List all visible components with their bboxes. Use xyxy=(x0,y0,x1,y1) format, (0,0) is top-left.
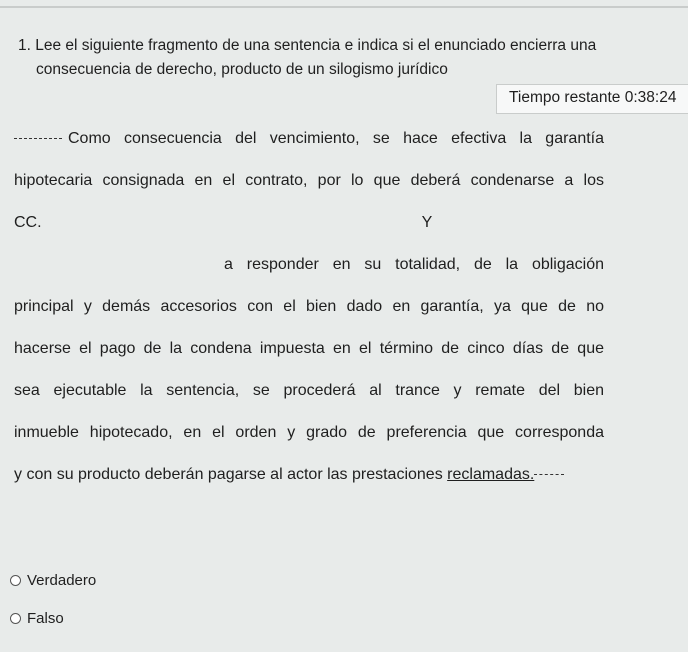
option-falso[interactable] xyxy=(10,608,96,628)
option-verdadero[interactable] xyxy=(10,570,96,590)
option-label: Falso xyxy=(27,609,64,627)
passage-line-7: sea ejecutable la sentencia, se procederá al trance y remate del bien xyxy=(14,382,604,399)
passage-line-5: principal y demás accesorios con el bien dado en garantía, ya que de no xyxy=(14,298,604,315)
passage-line-1: Como consecuencia del vencimiento, se hace efectiva la garantía xyxy=(14,118,604,160)
question-text-line1: Lee el siguiente fragmento de una sentencia e indica si el enunciado encierra una xyxy=(35,37,597,54)
sentence-passage xyxy=(14,118,604,496)
top-divider xyxy=(0,6,688,8)
answer-options xyxy=(10,570,96,646)
option-label: Verdadero xyxy=(27,571,97,589)
radio-button-icon[interactable] xyxy=(10,613,21,624)
question-prompt xyxy=(18,34,678,82)
trailing-blank xyxy=(534,474,564,475)
passage-line-6: hacerse el pago de la condena impuesta en el término de cinco días de que xyxy=(14,340,604,357)
timer-box xyxy=(496,84,688,114)
question-text-line2: consecuencia de derecho, producto de un silogismo jurídico xyxy=(36,61,448,78)
question-number: 1. xyxy=(18,37,31,54)
passage-line-2: hipotecaria consignada en el contrato, por lo que deberá condenarse a los xyxy=(14,172,604,189)
passage-line-4: a responder en su totalidad, de la obligación xyxy=(224,256,604,273)
passage-line-8: inmueble hipotecado, en el orden y grado de preferencia que corresponda xyxy=(14,424,604,441)
radio-button-icon[interactable] xyxy=(10,575,21,586)
blank-line xyxy=(14,138,62,139)
timer-label: Tiempo restante xyxy=(509,89,621,106)
timer-value: 0:38:24 xyxy=(624,89,677,106)
passage-line-9: y con su producto deberán pagarse al actor las prestaciones reclamadas. xyxy=(14,454,604,496)
passage-line-3: CC. Y xyxy=(14,214,433,231)
